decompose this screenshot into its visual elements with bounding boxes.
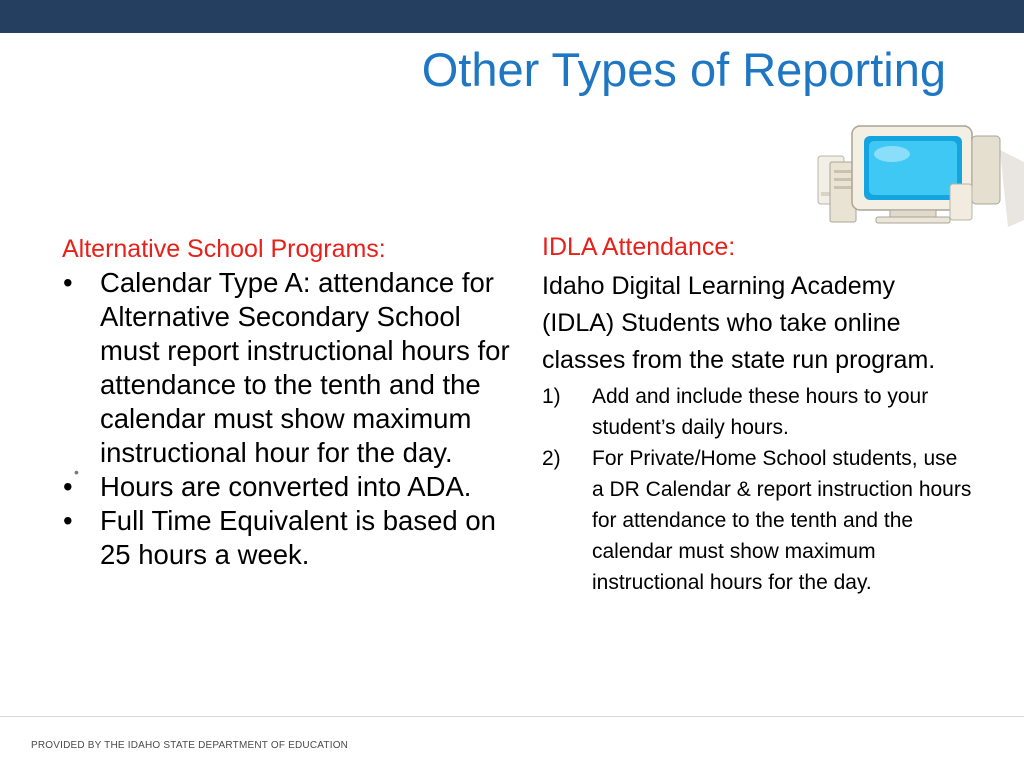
- slide-title: Other Types of Reporting: [421, 43, 946, 96]
- list-item: [542, 443, 972, 598]
- list-item: [542, 381, 972, 443]
- item-number: 1): [542, 385, 561, 408]
- alternative-programs-heading: Alternative School Programs:: [62, 235, 386, 263]
- desktop-computer-icon: [812, 122, 1024, 227]
- list-item: [62, 470, 527, 504]
- item-text: For Private/Home School students, use a DR Calendar & report instruction hours for attendance to the tenth and the calendar must show maximum instructional hours for the day.: [592, 447, 972, 594]
- bullet-marker: •: [63, 471, 73, 502]
- idla-intro: Idaho Digital Learning Academy (IDLA) Students who take online classes from the state run program.: [542, 272, 936, 374]
- bullet-marker: •: [63, 267, 73, 298]
- item-text: Add and include these hours to your student’s daily hours.: [592, 385, 929, 439]
- idla-heading: IDLA Attendance:: [542, 233, 736, 261]
- item-number: 2): [542, 447, 561, 470]
- footer-text: PROVIDED BY THE IDAHO STATE DEPARTMENT OF EDUCATION: [31, 740, 349, 751]
- stray-bullet-mark: •: [74, 464, 79, 480]
- idla-numbered-list: [542, 381, 972, 598]
- header-bar: [0, 0, 1024, 33]
- list-item: [62, 266, 527, 470]
- alternative-programs-list: [62, 266, 527, 572]
- list-item: [62, 504, 527, 572]
- bullet-text: Hours are converted into ADA.: [100, 471, 472, 502]
- alternative-school-programs-section: [62, 232, 527, 572]
- bullet-marker: •: [63, 505, 73, 536]
- idla-attendance-section: [542, 230, 972, 598]
- footer-divider: [0, 716, 1024, 717]
- bullet-text: Full Time Equivalent is based on 25 hours a week.: [100, 505, 496, 570]
- bullet-text: Calendar Type A: attendance for Alternative Secondary School must report instructional hours for attendance to the tenth and the calendar must show maximum instructional hour for the day.: [100, 267, 510, 468]
